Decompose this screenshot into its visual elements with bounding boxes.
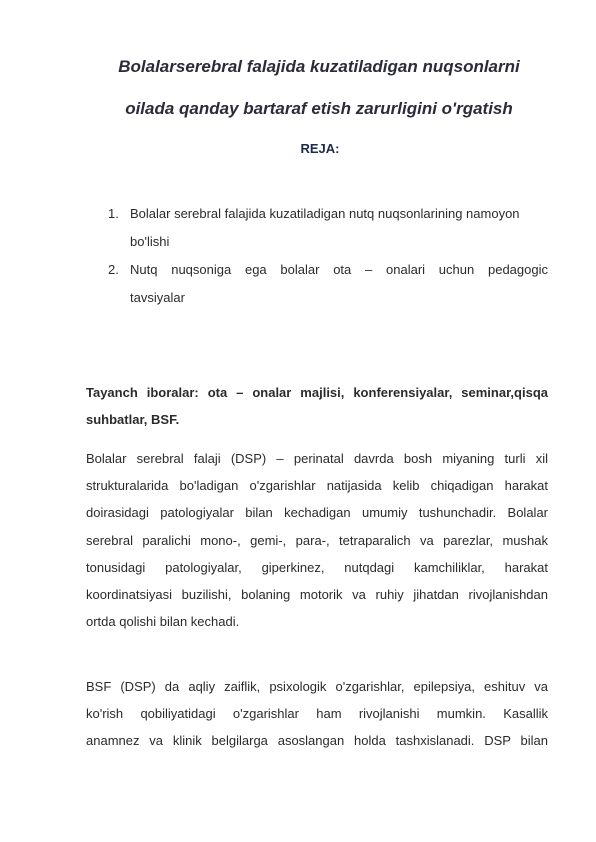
- body-paragraph: [86, 673, 548, 755]
- plan-heading: REJA:: [300, 141, 340, 156]
- paragraph-line: serebral paralichi mono-, gemi-, para-, tetraparalich va parezlar, mushak: [86, 532, 548, 548]
- document-title-line2: oilada qanday bartaraf etish zarurligini o'rgatish: [125, 99, 513, 118]
- paragraph-line: tonusidagi patologiyalar, giperkinez, nutqdagi kamchiliklar, harakat: [86, 559, 548, 575]
- plan-item-text: [130, 200, 548, 256]
- document-title-line1: Bolalarserebral falajida kuzatiladigan nuqsonlarni: [118, 57, 520, 76]
- body-paragraph: [86, 445, 548, 635]
- plan-item-line: tavsiyalar: [130, 290, 185, 305]
- plan-list: [108, 200, 548, 312]
- paragraph-line: koordinatsiyasi buzilishi, bolaning motorik va ruhiy jihatdan rivojlanishdan: [86, 587, 548, 603]
- paragraph-line: ko'rish qobiliyatidagi o'zgarishlar ham rivojlanishi mumkin. Kasallik: [86, 706, 548, 722]
- plan-item: [108, 200, 548, 256]
- paragraph-line: strukturalarida bo'ladigan o'zgarishlar natijasida kelib chiqadigan harakat: [86, 478, 548, 494]
- keywords-paragraph: [86, 379, 548, 433]
- plan-item-number: 2.: [108, 262, 119, 277]
- keywords-line: Tayanch iboralar: ota – onalar majlisi, konferensiyalar, seminar,qisqa: [86, 385, 548, 400]
- paragraph-line: anamnez va klinik belgilarga asoslangan holda tashxislanadi. DSP bilan: [86, 733, 548, 749]
- paragraph-line: ortda qolishi bilan kechadi.: [86, 614, 240, 630]
- plan-item-number: 1.: [108, 206, 119, 221]
- paragraph-line: doirasidagi patologiyalar bilan kechadigan umumiy tushunchadir. Bolalar: [86, 505, 548, 521]
- plan-item-line: Bolalar serebral falajida kuzatiladigan nutq nuqsonlarining namoyon: [130, 206, 520, 221]
- plan-item: [108, 256, 548, 312]
- plan-item-text: [130, 256, 548, 312]
- paragraph-line: BSF (DSP) da aqliy zaiflik, psixologik o'zgarishlar, epilepsiya, eshituv va: [86, 679, 548, 694]
- plan-item-line: bo'lishi: [130, 234, 170, 249]
- plan-item-line: Nutq nuqsoniga ega bolalar ota – onalari uchun pedagogic: [130, 262, 548, 277]
- paragraph-line: Bolalar serebral falaji (DSP) – perinatal davrda bosh miyaning turli xil: [86, 451, 548, 466]
- keywords-line: suhbatlar, BSF.: [86, 412, 180, 428]
